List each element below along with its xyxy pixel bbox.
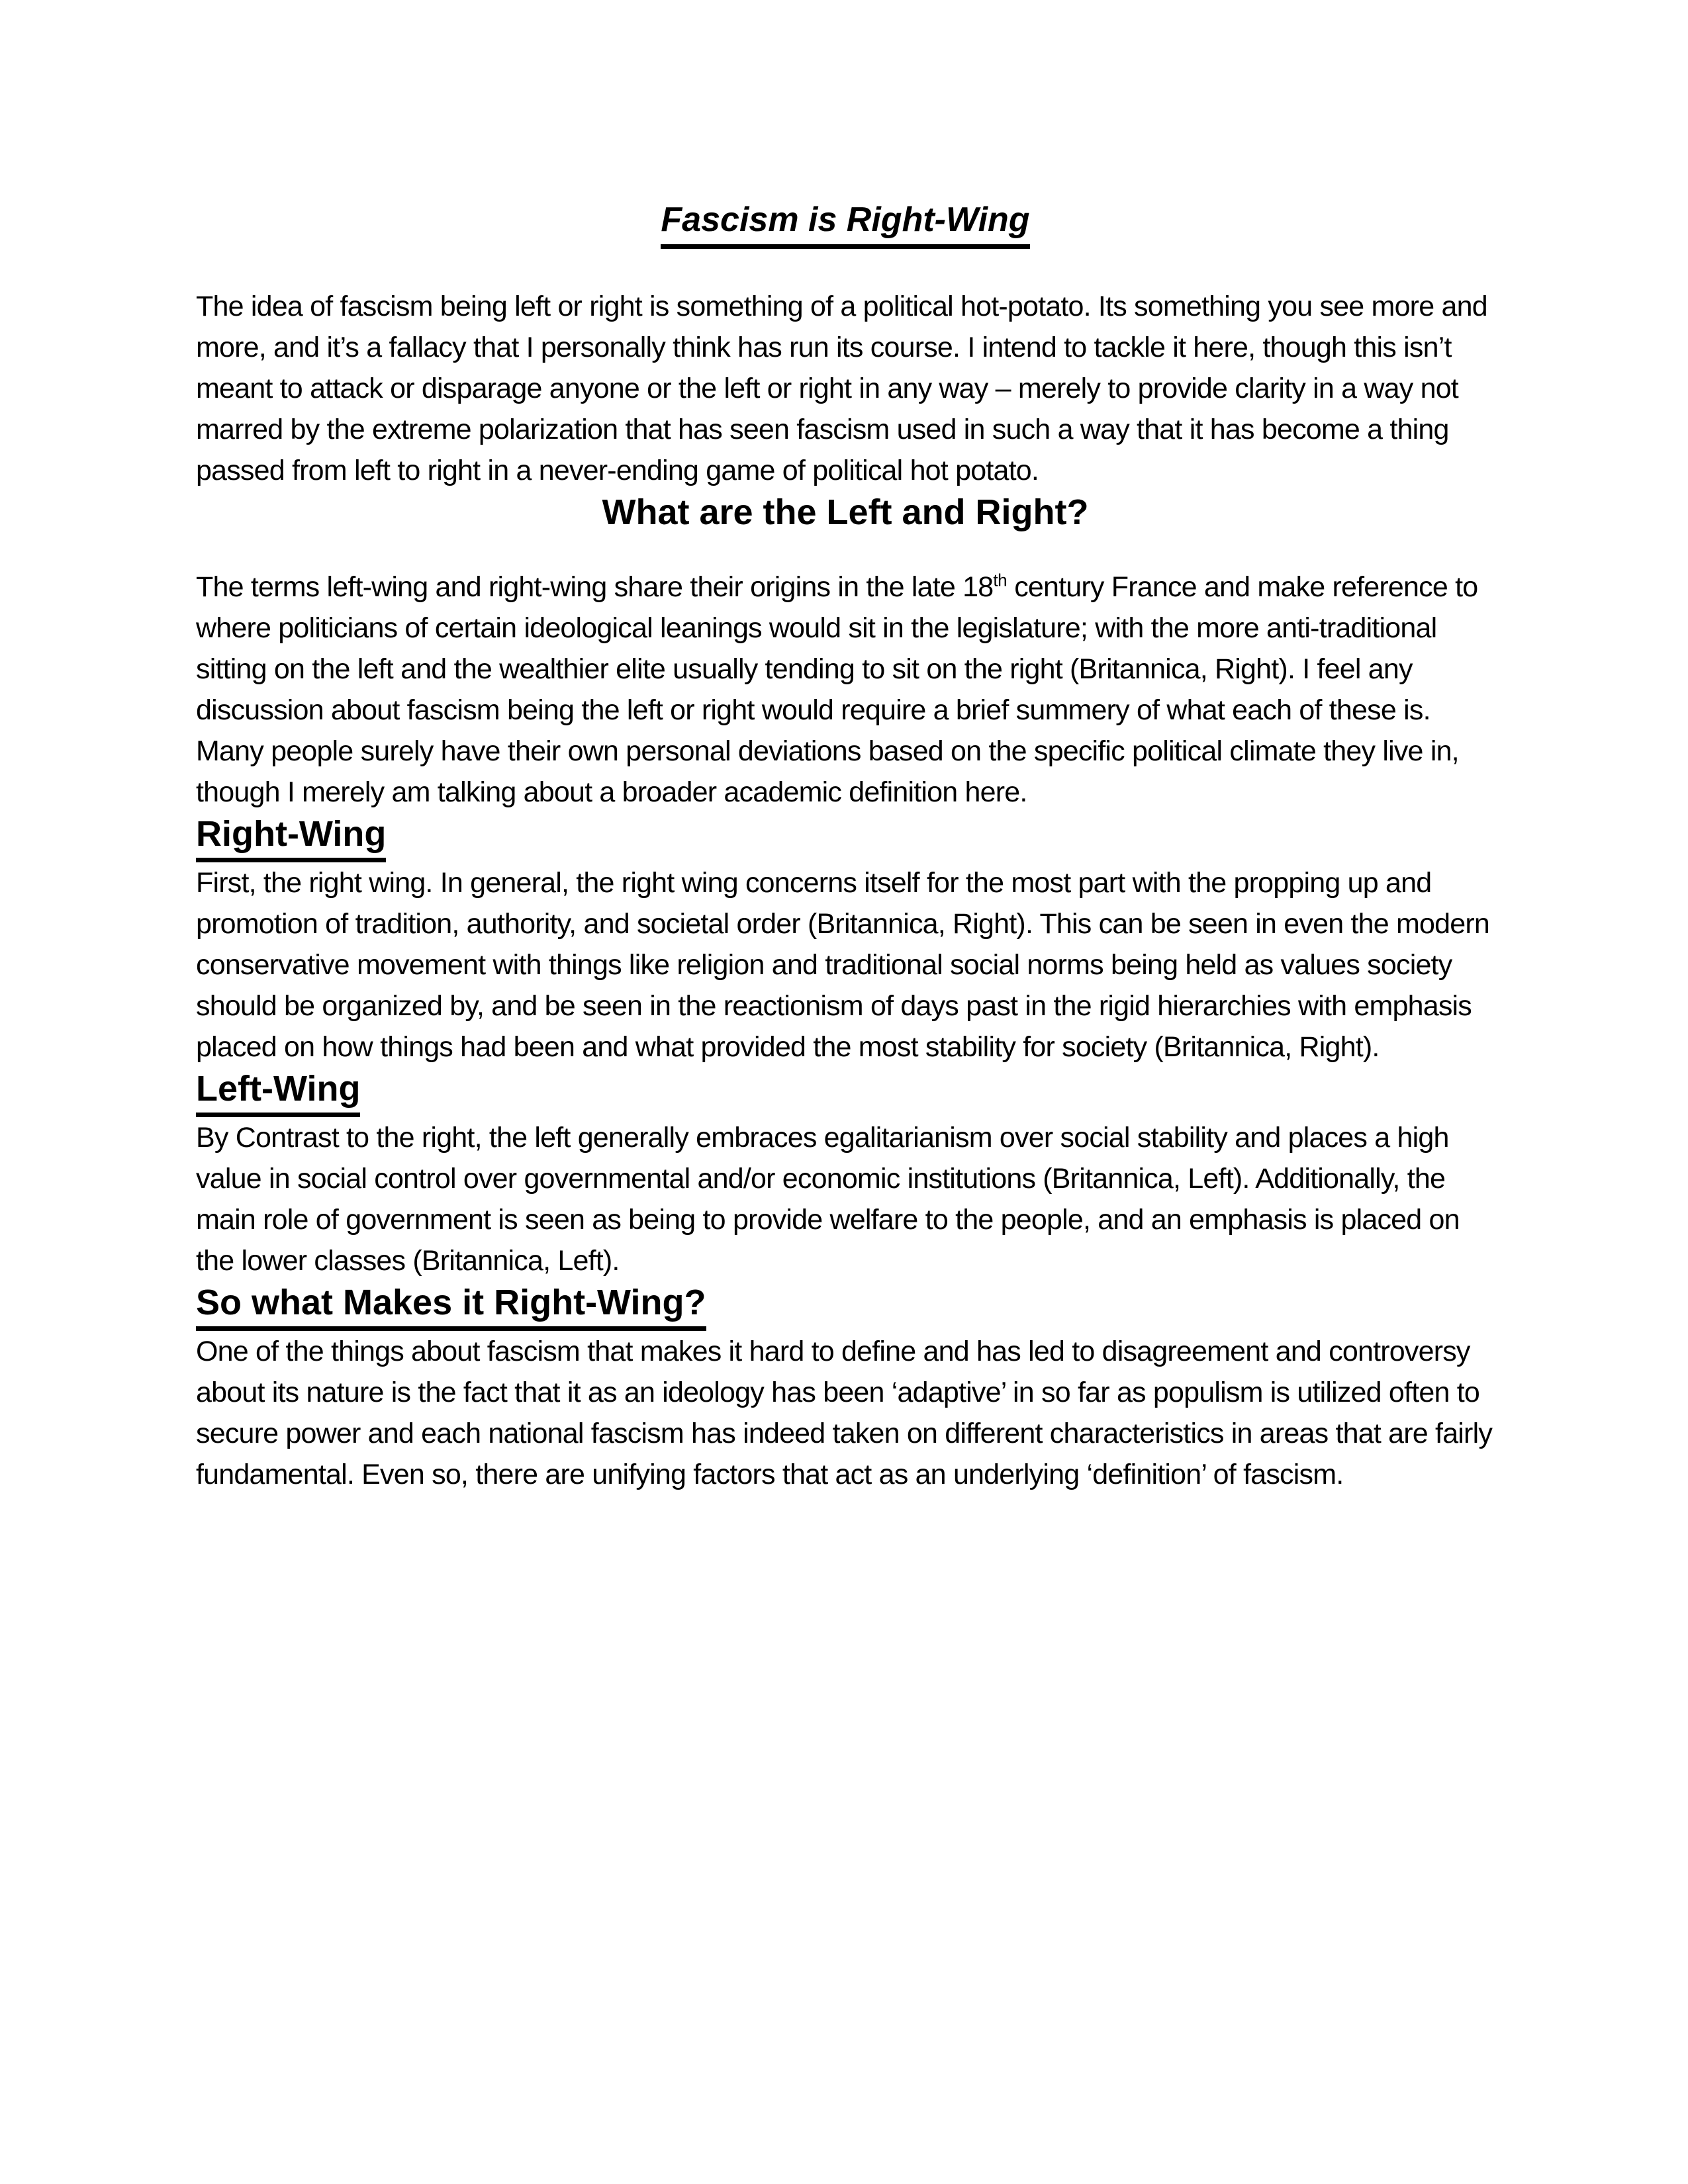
intro-paragraph: The idea of fascism being left or right is something of a political hot-potato. Its something you see more and more, and it’s a fallacy that I personally think has run its course. I intend to tackle it here, though this isn’t meant to attack or disparage anyone or the left or right in any way – merely to provide clarity in a way not marred by the extreme polarization that has seen fascism used in such a way that it has become a thing passed from left to right in a never-ending game of political hot potato. — [196, 291, 1487, 486]
heading-so-what-makes-it-right-wing-text: So what Makes it Right-Wing? — [196, 1281, 706, 1331]
heading-so-what-makes-it-right-wing — [196, 1281, 1495, 1331]
heading-right-wing-text: Right-Wing — [196, 813, 386, 862]
paragraph-left-right-origins-part2: century France and make reference to where politicians of certain ideological leanings would sit in the legislature; with the more anti-traditional sitting on the left and the wealthier elite usually tending to sit on the right (Britannica, Right). I feel any discussion about fascism being the left or right would require a brief summery of what each of these is. Many people surely have their own personal deviations based on the specific political climate they live in, though I merely am talking about a broader academic definition here. — [196, 571, 1478, 808]
superscript-th: th — [993, 570, 1008, 590]
document-content — [196, 197, 1495, 1495]
heading-what-are-left-right: What are the Left and Right? — [602, 492, 1089, 532]
document-title — [196, 197, 1495, 249]
paragraph-right-wing: First, the right wing. In general, the right wing concerns itself for the most part with the propping up and promotion of tradition, authority, and societal order (Britannica, Right). This can be seen in even the modern conservative movement with things like religion and traditional social norms being held as values society should be organized by, and be seen in the reactionism of days past in the rigid hierarchies with emphasis placed on how things had been and what provided the most stability for society (Britannica, Right). — [196, 867, 1490, 1063]
paragraph-left-right-origins — [196, 567, 1495, 813]
heading-left-wing-text: Left-Wing — [196, 1068, 360, 1117]
paragraph-so-what-makes-it-right-wing: One of the things about fascism that makes it hard to define and has led to disagreement and controversy about its nature is the fact that it as an ideology has been ‘adaptive’ in so far as populism is utilized often to secure power and each national fascism has indeed taken on different characteristics in areas that are fairly fundamental. Even so, there are unifying factors that act as an underlying ‘definition’ of fascism. — [196, 1336, 1493, 1490]
heading-right-wing — [196, 813, 1495, 862]
paragraph-left-wing: By Contrast to the right, the left generally embraces egalitarianism over social stability and places a high value in social control over governmental and/or economic institutions (Britannica, Left). Additionally, the main role of government is seen as being to provide welfare to the people, and an emphasis is placed on the lower classes (Britannica, Left). — [196, 1122, 1460, 1277]
paragraph-left-right-origins-part1: The terms left-wing and right-wing share their origins in the late 18 — [196, 571, 994, 603]
document-title-text: Fascism is Right-Wing — [661, 197, 1029, 249]
heading-left-wing — [196, 1068, 1495, 1117]
